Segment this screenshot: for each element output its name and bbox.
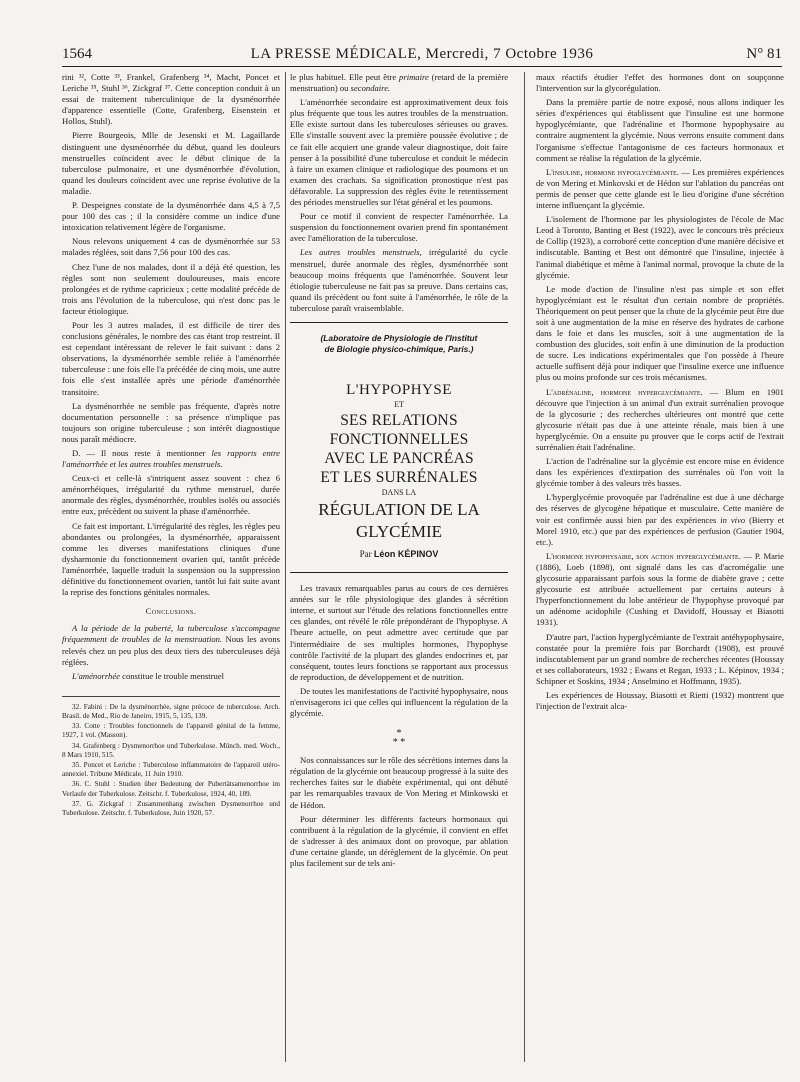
paragraph: De toutes les manifestations de l'activité hypophysaire, nous n'envisagerons ici que celles qui influencent la régulation de la glycémie. [290, 685, 508, 719]
article-title-line-1: L'HYPOPHYSE [346, 381, 452, 398]
conclusions-heading: Conclusions. [145, 606, 197, 617]
subsection-heading: L'insuline, hormone hypoglycémiante. [546, 166, 679, 177]
paragraph: Nous relevons uniquement 4 cas de dysménorrhée sur 53 malades réglées, soit dans 7,56 pour 100 des cas. [62, 236, 280, 258]
paragraph: L'action de l'adrénaline sur la glycémie est encore mise en évidence dans les expériences d'extirpation des surrénales où l'on voit la glycémie tomber à des valeurs très basses. [536, 456, 784, 489]
paragraph [62, 623, 280, 667]
text-run: le plus habituel. Elle peut être [290, 72, 400, 82]
separator-stars: * * [392, 737, 406, 749]
author-prefix: Par [359, 548, 374, 559]
column-2 [290, 72, 508, 872]
paragraph: maux réactifs étudier l'effet des hormones dont on soupçonne l'intervention sur la glycorégulation. [536, 72, 784, 94]
paragraph: Nos connaissances sur le rôle des sécrétions internes dans la régulation de la glycémie ont beaucoup progressé à la suite des recherches faites sur le diabète expérimental, qui ont débuté par les remarquables travaux de Von Mering et Minkowski et de Hédon. [290, 755, 508, 810]
column-1 [62, 72, 280, 819]
paragraph-d [62, 448, 280, 470]
paragraph: Chez l'une de nos malades, dont il a déjà été question, les règles sont non seulement douloureuses, mais encore prolongées et de rythme capricieux ; cette modalité précède de trois ans l'évolution de la tuberculose, qui n'est donc pas le facteur étiologique. [62, 261, 280, 316]
article-title-block [290, 322, 508, 573]
section-separator [290, 729, 508, 747]
article-title-line-2: SES RELATIONS FONCTIONNELLES [329, 411, 469, 448]
text-run-italic: A la période de la puberté, la tuberculose s'accompagne fréquemment de troubles de la menstruation. [62, 623, 280, 645]
laboratory-line [290, 333, 508, 355]
paragraph-adrenaline [536, 387, 784, 454]
subsection-heading: L'adrénaline, hormone hyperglycémiante. [546, 386, 703, 397]
paragraph [62, 671, 280, 682]
footnote: 34. Grafenberg : Dysmenorrhoe und Tuberkulose. Münch. med. Woch., 8 Mars 1910, 515. [62, 741, 280, 759]
article-title-line-4: ET LES SURRÉNALES [320, 468, 478, 486]
paragraph: D'autre part, l'action hyperglycémiante de l'extrait antéhypophysaire, constatée pour la première fois par Borchardt (1908), est prouvé indiscutablement par un grand nombre de recherches récentes (Houssay et ses collaborateurs, 1932 ; Ewans et Regan, 1933 ; L. Képinov, 1934 ; Schipner et Soskins, 1934 ; Anselmino et Hoffmann, 1935). [536, 631, 784, 686]
paragraph: rini ³², Cotte ³³, Frankel, Grafenberg ³⁴, Macht, Poncet et Leriche ³⁵, Stuhl ³⁶, Zickgraf ³⁷. Cette conception conduit à un essai de traitement tuberculinique de la dysménorrhée d'apparence essentielle (Cotte, Grafenberg, Eisenstein et Hollos, Stuhl). [62, 72, 280, 127]
article-title-line-3: AVEC LE PANCRÉAS [324, 449, 474, 467]
article-title-line-5: RÉGULATION DE LA GLYCÉMIE [318, 499, 480, 541]
text-run-italic: in vivo [720, 514, 746, 525]
text-run: irrégularité du cycle menstruel, durée anormale des règles, dysménorrhée sont beaucoup moins fréquents que l'aménorrhée. Souvent leur étiologie tuberculeuse ne fait pas sa preuve. Dans certains cas, quand ils précèdent ou font suite à l'aménorrhée, le rôle de la tuberculose paraît vraisemblable. [290, 247, 508, 313]
journal-title: LA PRESSE MÉDICALE, Mercredi, 7 Octobre 1936 [250, 46, 594, 62]
column-rule-left [285, 72, 286, 1062]
text-run-italic: L'aménorrhée [72, 670, 120, 681]
footnote: 36. C. Stuhl : Studien über Bedeutung der Pubertätsamenorrhoe im Verlaufe der Tuberkulose. Zeitschr. f. Tuberkulose, 1924, 40, 189. [62, 780, 280, 798]
text-run-italic: secondaire. [350, 83, 391, 94]
issue-number: N° 81 [746, 46, 782, 62]
paragraph: Pour ce motif il convient de respecter l'aménorrhée. La suspension du fonctionnement ovarien prend fin spontanément avec l'amélioration de la tuberculose. [290, 211, 508, 244]
text-run: — Blum en 1901 découvre que l'injection à un animal d'un extrait surrénalien provoque de la glycosurie ; des recherches ultérieures ont montré que cette glycosurie n'était pas due à une atteinte rénale, mais bien à une hyperglycémie. On a ensuite pu prouver que le corps actif de l'extrait surrénalien était l'adrénaline. [536, 386, 784, 452]
laboratory-line-1: (Laboratoire de Physiologie de l'Institut [320, 332, 478, 343]
paragraph: Dans la première partie de notre exposé, nous allons indiquer les séries d'expériences qui établissent que l'insuline est une hormone hypoglycémiante, que l'adrénaline et l'hormone hypophysaire au contraire augmentent la glycémie. Nous verrons ensuite comment dans l'organisme s'effectue l'antagonisme de ces facteurs hormonaux et comment se réalise la régulation de la glycémie. [536, 97, 784, 163]
footnote: 33. Cotte : Troubles fonctionnels de l'appareil génital de la femme, 1927, 1 vol. (Masson). [62, 722, 280, 740]
laboratory-line-2: de Biologie physico-chimique, Paris.) [324, 343, 474, 354]
text-run: Nous les avons relevés chez un peu plus des deux tiers des tuberculeuses déjà réglées. [62, 634, 281, 667]
paragraph [290, 247, 508, 314]
text-run: (retard de la première menstruation) ou [290, 72, 509, 94]
paragraph: La dysménorrhée ne semble pas fréquente, d'après notre documentation personnelle : sa présence n'implique pas toujours son origine tuberculeuse ; son intérêt diagnostique nous paraît médiocre. [62, 400, 280, 444]
text-run: — Les premières expériences de von Mering et Minkovski et de Hédon sur l'ablation du pancréas ont permis de penser que cette glande est le lieu d'origine d'une sécrétion interne influençant la glycémie. [536, 166, 784, 211]
paragraph: Ce fait est important. L'irrégularité des règles, les règles peu abondantes ou prolongées, la dysménorrhée, apparaissent comme les diverses manifestations cliniques d'une dysharmonie du fonctionnement ovarien qui, tantôt précède l'aménorrhée, laquelle traduit la suspension ou la suppression définitive du fonctionnement ovarien, tantôt lui fait suite avant la reprise des fonctions génitales normales. [62, 520, 280, 598]
paragraph: Pour les 3 autres malades, il est difficile de tirer des conclusions générales, le nombre des cas étant trop restreint. Il est cependant intéressant de relever le fait suivant : dans 2 observations, la dysménorrhée semble reliée à l'aménorrhée tuberculeuse : une fois elle l'a précédée de cinq mois, une autre fois elle s'est installée après une période d'aménorrhée transitoire. [62, 319, 280, 397]
paragraph: Pour déterminer les différents facteurs hormonaux qui contribuent à la régulation de la glycémie, il convient en effet de s'adresser à des animaux dont on provoque, par ablation d'une certaine glande, un dérèglement de la glycémie. On peut plus facilement sur de tels ani- [290, 813, 508, 869]
paragraph: Le mode d'action de l'insuline n'est pas simple et son effet hypoglycémiant est le résultat d'un certain nombre de propriétés. Théoriquement on peut penser que la chute de la glycémie peut être due soit à une augmentation de la mise en réserve des hydrates de carbone dans le foie et dans les muscles, soit à une augmentation de la combustion des glucides, soit enfin à une diminution de la production de sucre. Les indications expérimentales que l'on possède à l'heure actuelle suffisent déjà pour indiquer que l'insuline exerce une influence plus ou moins profonde sur ces trois mécanismes. [536, 283, 784, 383]
column-rule-right [524, 72, 525, 1062]
text-run: — P. Marie (1886), Loeb (1898), ont signalé dans les cas d'acromégalie une glycosurie apparaissant parfois sous la forme de diabète grave ; cette glycosurie est attribuée actuellement par certains auteurs à l'hyperfonctionnement du lobe antérieur de l'hypophyse provoqué par un adénome acidophile (Cushing et Davidoff, Houssay et Biasotti 1931). [536, 550, 784, 628]
paragraph: Les travaux remarquables parus au cours de ces dernières années sur le rôle physiologique des glandes à sécrétion interne, et surtout sur l'étude des relations fonctionnelles entre ces glandes, ont révélé le rôle prépondérant de l'hypophyse. A l'heure actuelle, on peut admettre avec certitude que par l'intermédiaire de ses multiples hormones, l'hypophyse contrôle l'activité de la plupart des glandes endocrines et, par conséquent, toutes leurs fonctions se rapportant aux processus de reproduction, de développement et de nutrition. [290, 583, 508, 682]
paragraph-hypophysaire [536, 551, 784, 629]
paragraph: L'isolement de l'hormone par les physiologistes de l'école de Mac Leod à Toronto, Banting et Best (1922), avec le concours très précieux de Collip (1923), a corroboré cette conception d'une manière décisive et indiscutable. Banting et Best ont démontré que l'insuline, injectée à l'animal diabétique et même à l'animal normal, provoque la chute de la glycémie. [536, 214, 784, 280]
paragraph [536, 492, 784, 547]
footnote: 35. Poncet et Leriche : Tuberculose inflammatoire de l'appareil utéro-annexiel. Tribune Médicale, 11 Juin 1910. [62, 761, 280, 779]
paragraph: Pierre Bourgeois, Mlle de Jesenski et M. Lagaillarde distinguent une dysménorrhée du début, quand les douleurs menstruelles coïncident avec le début clinique de la tuberculose pulmonaire, et une dysménorrhée d'évolution, quand les douleurs coïncident avec une reprise évolutive de la maladie. [62, 130, 280, 196]
page-number: 1564 [62, 46, 92, 62]
text-run: L'hyperglycémie provoquée par l'adrénaline est due à une décharge des réserves de glycogène hépatique et musculaire. Cette manière de voir est confirmée aussi bien par des expériences [536, 492, 784, 525]
text-run: D. — Il nous reste à mentionner [72, 448, 212, 458]
column-3 [536, 72, 784, 715]
text-run: constitue le trouble menstruel [120, 670, 225, 681]
paragraph [290, 72, 508, 94]
paragraph: Les expériences de Houssay, Biasotti et Rietti (1932) montrent que l'injection de l'extrait alca- [536, 689, 784, 712]
text-run-italic: Les autres troubles menstruels, [300, 247, 422, 258]
paragraph-insuline [536, 167, 784, 211]
article-title-dans-la: DANS LA [381, 487, 417, 497]
author-name: Léon KÉPINOV [373, 548, 439, 559]
text-run-italic: primaire [399, 72, 429, 82]
running-header [62, 44, 782, 67]
paragraph: L'aménorrhée secondaire est approximativement deux fois plus fréquente que tous les autres troubles de la menstruation. Elle existe surtout dans les tuberculoses sérieuses ou graves. Elle s'installe souvent avec la première poussée évolutive ; de ce fait elle acquiert une grande valeur diagnostique, doit faire penser à la possibilité d'une tuberculose et conduit le médecin à faire un examen clinique et radiologique des poumons et un examen des crachats. Sa signification pronostique n'est pas défavorable. La suppression des règles évite le retentissement des périodes menstruelles sur l'état général et les poumons. [290, 97, 508, 208]
footnote-rule [62, 696, 280, 697]
subsection-heading: L'hormone hypophysaire, son action hyperglycémiante. [546, 550, 741, 561]
footnote: 37. G. Zickgraf : Zusammenhang zwischen Dysmenorrhoe und Tuberkulose. Zeitschr. f. Tuberkulose, Juin 1920, 57. [62, 799, 280, 818]
text-run-italic: les rapports entre l'aménorrhée et les autres troubles menstruels. [62, 448, 280, 470]
text-run: (Bierry et Morel 1910, etc.) que par des expériences de perfusion (Gautier 1904, etc.). [536, 514, 784, 547]
paragraph: P. Despeignes constate de la dysménorrhée dans 4,5 à 7,5 pour 100 des cas ; il la considère comme un indice d'une intoxication relativement légère de l'organisme. [62, 200, 280, 233]
footnote: 32. Fabini : De la dysménorrhée, signe précoce de tuberculose. Arch. Brasil. de Med., Rio de Janeiro, 1915, 5, 135, 139. [62, 702, 280, 720]
article-author [290, 549, 508, 560]
paragraph: Ceux-ci et celle-là s'intriquent assez souvent : chez 6 aménorrhéiques, irrégularité du rythme menstruel, durée anormale des règles, dysménorrhée, troubles isolés ou associés entre eux, précèdent ou suivent la phase d'aménorrhée. [62, 473, 280, 517]
article-title-conjunction: ET [394, 399, 404, 409]
separator-star: * [396, 728, 402, 740]
